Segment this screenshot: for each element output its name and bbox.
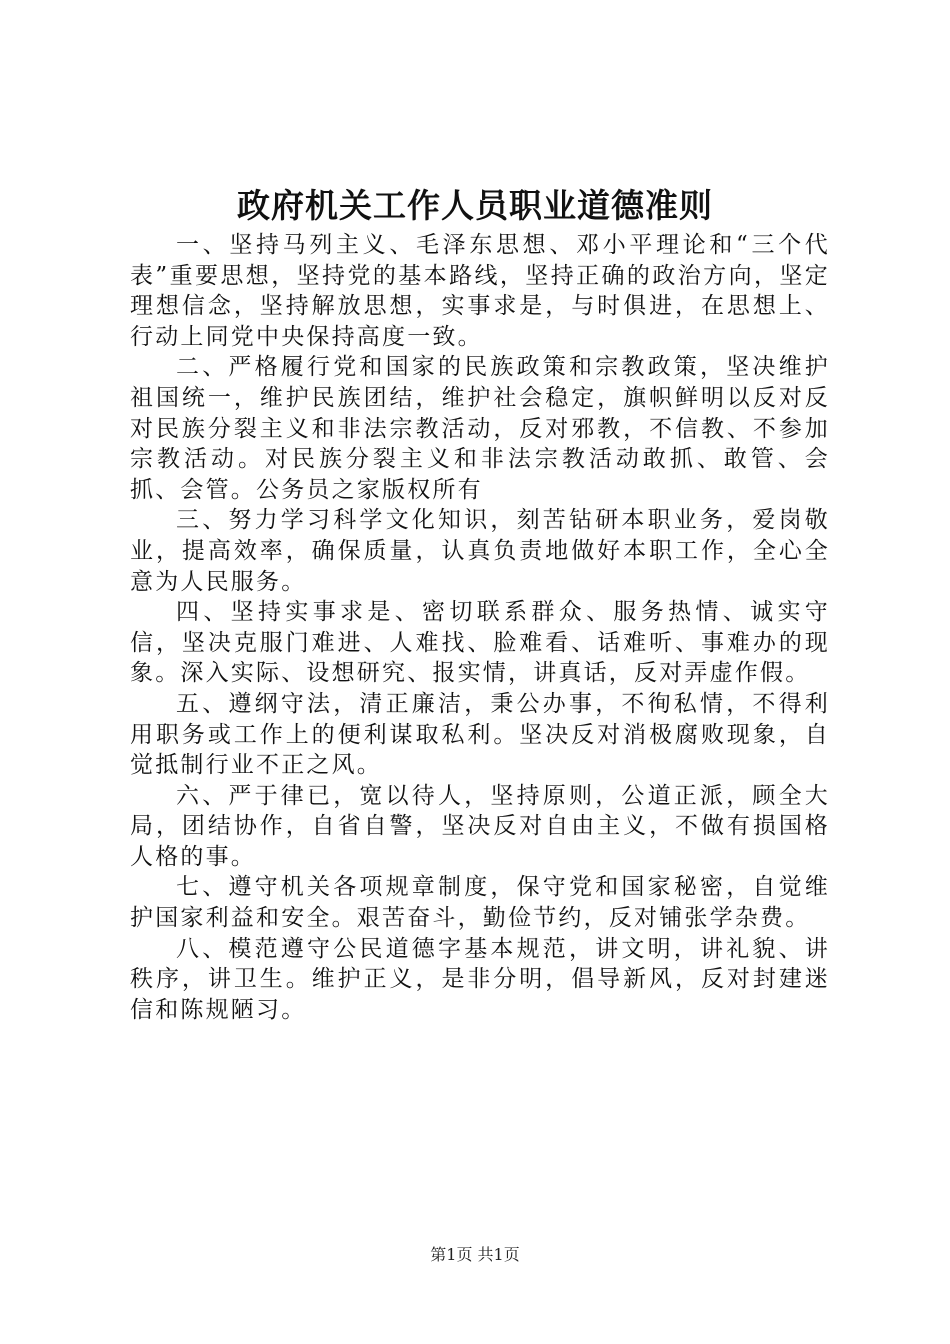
page-number-footer: 第1页 共1页 <box>430 1245 520 1264</box>
paragraph-1: 一、坚持马列主义、毛泽东思想、邓小平理论和“三个代表”重要思想，坚持党的基本路线，坚持正确的政治方向，坚定理想信念，坚持解放思想，实事求是，与时俱进，在思想上、行动上同党中央保持高度一致。 <box>130 232 830 350</box>
paragraph-8: 八、模范遵守公民道德字基本规范，讲文明，讲礼貌、讲秩序，讲卫生。维护正义，是非分明，倡导新风，反对封建迷信和陈规陋习。 <box>130 935 830 1023</box>
paragraph-4: 四、坚持实事求是、密切联系群众、服务热情、诚实守信，坚决克服门难进、人难找、脸难看、话难听、事难办的现象。深入实际、设想研究、报实情，讲真话，反对弄虚作假。 <box>130 599 830 687</box>
paragraph-5: 五、遵纲守法，清正廉洁，秉公办事，不徇私情，不得利用职务或工作上的便利谋取私利。坚决反对消极腐败现象，自觉抵制行业不正之风。 <box>130 690 830 779</box>
document-title: 政府机关工作人员职业道德准则 <box>237 186 713 225</box>
document-body <box>130 230 830 1025</box>
paragraph-7: 七、遵守机关各项规章制度，保守党和国家秘密，自觉维护国家利益和安全。艰苦奋斗，勤俭节约，反对铺张学杂费。 <box>130 874 830 932</box>
paragraph-6: 六、严于律已，宽以待人，坚持原则，公道正派，顾全大局，团结协作，自省自警，坚决反对自由主义，不做有损国格人格的事。 <box>130 782 830 870</box>
paragraph-3: 三、努力学习科学文化知识，刻苦钻研本职业务，爱岗敬业，提高效率，确保质量，认真负责地做好本职工作，全心全意为人民服务。 <box>130 507 830 595</box>
paragraph-2: 二、严格履行党和国家的民族政策和宗教政策，坚决维护祖国统一，维护民族团结，维护社会稳定，旗帜鲜明以反对反对民族分裂主义和非法宗教活动，反对邪教，不信教、不参加宗教活动。对民族分裂主义和非法宗教活动敢抓、敢管、会抓、会管。公务员之家版权所有 <box>130 354 830 503</box>
